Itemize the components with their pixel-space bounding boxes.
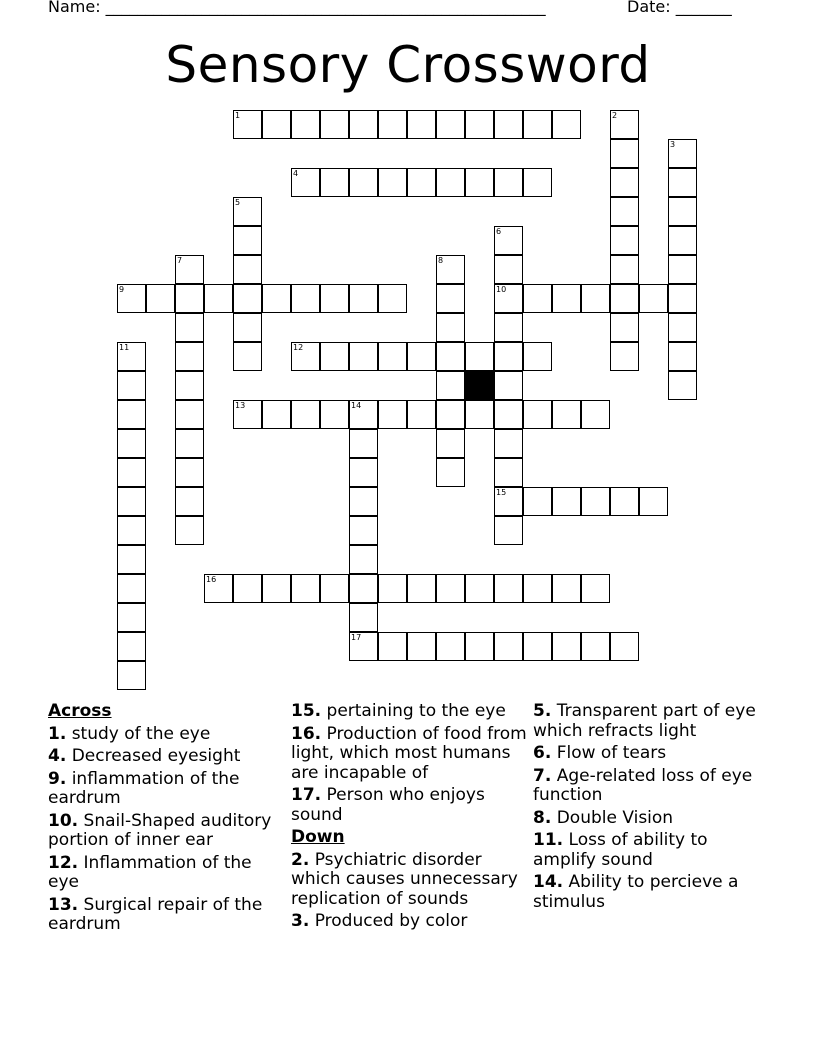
across-clue-list: [48, 725, 280, 935]
clue-number: 7.: [533, 765, 552, 786]
grid-cell[interactable]: [436, 429, 465, 458]
clue-number-label: 6: [496, 227, 502, 236]
grid-cell[interactable]: [349, 603, 378, 632]
grid-cell[interactable]: [436, 313, 465, 342]
grid-cell[interactable]: [233, 255, 262, 284]
grid-cell[interactable]: [320, 400, 349, 429]
clue-text: Age-related loss of eye function: [533, 765, 753, 805]
grid-cell[interactable]: [610, 313, 639, 342]
grid-cell[interactable]: [581, 284, 610, 313]
grid-cell[interactable]: [407, 342, 436, 371]
grid-cell[interactable]: [465, 400, 494, 429]
grid-cell[interactable]: [117, 400, 146, 429]
clue-text: pertaining to the eye: [321, 701, 506, 721]
grid-cell[interactable]: [494, 516, 523, 545]
clue-item: [48, 747, 280, 767]
grid-cell[interactable]: [407, 574, 436, 603]
clue-item: [291, 851, 527, 910]
clue-text: study of the eye: [66, 723, 211, 744]
grid-cell[interactable]: [291, 342, 320, 371]
clue-number: 15.: [291, 701, 322, 721]
grid-cell[interactable]: [494, 255, 523, 284]
grid-cell[interactable]: [668, 168, 697, 197]
clue-number-label: 17: [351, 633, 362, 642]
grid-cell[interactable]: [233, 110, 262, 139]
grid-cell[interactable]: [233, 226, 262, 255]
grid-cell[interactable]: [436, 458, 465, 487]
grid-cell[interactable]: [436, 342, 465, 371]
grid-cell[interactable]: [523, 487, 552, 516]
grid-cell[interactable]: [262, 400, 291, 429]
grid-cell[interactable]: [407, 110, 436, 139]
clue-item: [48, 896, 280, 935]
clue-number: 5.: [533, 701, 552, 721]
grid-cell[interactable]: [494, 284, 523, 313]
clue-item: [291, 912, 527, 932]
grid-cell[interactable]: [552, 284, 581, 313]
clue-text: Psychiatric disorder which causes unnecessary replication of sounds: [291, 849, 518, 909]
grid-cell[interactable]: [407, 632, 436, 661]
clue-number-label: 11: [119, 343, 130, 352]
grid-cell[interactable]: [523, 632, 552, 661]
grid-cell[interactable]: [349, 632, 378, 661]
grid-cell[interactable]: [494, 458, 523, 487]
clue-number: 10.: [48, 810, 79, 831]
down-clue-list-continued: [533, 702, 773, 912]
grid-cell[interactable]: [494, 371, 523, 400]
grid-cell[interactable]: [378, 574, 407, 603]
grid-cell[interactable]: [610, 632, 639, 661]
clue-item: [48, 770, 280, 809]
clue-number-label: 12: [293, 343, 304, 352]
grid-cell[interactable]: [117, 342, 146, 371]
clue-item: [291, 725, 527, 784]
clue-text: inflammation of the eardrum: [48, 768, 240, 808]
clue-column-2: [291, 702, 527, 935]
grid-cell[interactable]: [610, 487, 639, 516]
clue-number: 6.: [533, 743, 552, 763]
grid-cell[interactable]: [117, 632, 146, 661]
grid-cell[interactable]: [233, 400, 262, 429]
grid-cell[interactable]: [465, 110, 494, 139]
grid-cell[interactable]: [552, 632, 581, 661]
clue-number-label: 16: [206, 575, 217, 584]
clue-number: 9.: [48, 768, 67, 789]
grid-cell[interactable]: [523, 168, 552, 197]
clue-item: [291, 702, 527, 722]
grid-cell[interactable]: [436, 371, 465, 400]
grid-cell[interactable]: [175, 458, 204, 487]
across-heading: Across: [48, 701, 112, 721]
grid-cell[interactable]: [204, 574, 233, 603]
grid-cell[interactable]: [552, 400, 581, 429]
clue-number-label: 13: [235, 401, 246, 410]
clue-number: 17.: [291, 785, 322, 805]
clue-number: 1.: [48, 723, 67, 744]
grid-cell[interactable]: [349, 284, 378, 313]
grid-cell[interactable]: [436, 168, 465, 197]
grid-cell[interactable]: [117, 516, 146, 545]
clue-text: Flow of tears: [551, 743, 667, 763]
grid-cell[interactable]: [523, 574, 552, 603]
grid-cell[interactable]: [378, 632, 407, 661]
grid-cell[interactable]: [494, 226, 523, 255]
clue-number: 13.: [48, 894, 79, 915]
clue-text: Transparent part of eye which refracts light: [533, 701, 756, 741]
grid-cell[interactable]: [668, 371, 697, 400]
grid-cell[interactable]: [117, 429, 146, 458]
down-heading: Down: [291, 827, 345, 847]
grid-cell[interactable]: [552, 574, 581, 603]
clue-number-label: 15: [496, 488, 507, 497]
clue-number: 3.: [291, 911, 310, 931]
grid-cell[interactable]: [117, 487, 146, 516]
grid-cell[interactable]: [436, 284, 465, 313]
page-title: Sensory Crossword: [165, 36, 651, 94]
clue-column-3: [533, 702, 773, 915]
grid-cell[interactable]: [436, 400, 465, 429]
date-field-label: Date: _______: [627, 0, 732, 16]
grid-cell[interactable]: [175, 487, 204, 516]
grid-cell[interactable]: [320, 284, 349, 313]
grid-cell[interactable]: [494, 574, 523, 603]
grid-cell[interactable]: [668, 284, 697, 313]
grid-cell[interactable]: [668, 226, 697, 255]
grid-cell[interactable]: [204, 284, 233, 313]
grid-cell[interactable]: [175, 400, 204, 429]
grid-cell[interactable]: [494, 632, 523, 661]
grid-cell[interactable]: [523, 342, 552, 371]
grid-cell[interactable]: [349, 400, 378, 429]
grid-cell[interactable]: [175, 371, 204, 400]
grid-cell[interactable]: [668, 197, 697, 226]
clue-number-label: 3: [670, 140, 676, 149]
grid-cell[interactable]: [175, 284, 204, 313]
clue-item: [291, 786, 527, 825]
grid-cell[interactable]: [291, 168, 320, 197]
clue-item: [48, 812, 280, 851]
grid-cell[interactable]: [610, 284, 639, 313]
grid-cell[interactable]: [349, 545, 378, 574]
grid-cell[interactable]: [378, 110, 407, 139]
grid-cell[interactable]: [233, 342, 262, 371]
grid-cell[interactable]: [291, 284, 320, 313]
grid-cell[interactable]: [378, 168, 407, 197]
clue-number-label: 2: [612, 111, 618, 120]
clue-number-label: 8: [438, 256, 444, 265]
grid-cell[interactable]: [349, 574, 378, 603]
grid-cell[interactable]: [378, 400, 407, 429]
grid-cell[interactable]: [117, 603, 146, 632]
grid-cell[interactable]: [233, 313, 262, 342]
grid-cell[interactable]: [436, 255, 465, 284]
grid-cell[interactable]: [610, 226, 639, 255]
grid-cell[interactable]: [494, 487, 523, 516]
grid-cell[interactable]: [175, 429, 204, 458]
clue-number: 8.: [533, 807, 552, 828]
grid-cell[interactable]: [494, 429, 523, 458]
grid-cell[interactable]: [320, 342, 349, 371]
clue-column-1: [48, 702, 280, 938]
clue-text: Snail-Shaped auditory portion of inner ear: [48, 810, 272, 850]
grid-cell[interactable]: [117, 574, 146, 603]
clue-number: 11.: [533, 830, 564, 850]
grid-cell[interactable]: [117, 661, 146, 690]
clue-number: 14.: [533, 872, 564, 892]
clue-number: 16.: [291, 723, 322, 744]
clue-text: Production of food from light, which most humans are incapable of: [291, 723, 527, 783]
grid-cell[interactable]: [610, 255, 639, 284]
clue-text: Decreased eyesight: [66, 746, 241, 766]
clue-number-label: 9: [119, 285, 125, 294]
grid-cell[interactable]: [668, 342, 697, 371]
grid-cell[interactable]: [349, 429, 378, 458]
grid-cell[interactable]: [291, 110, 320, 139]
clue-item: [533, 767, 773, 806]
grid-cell[interactable]: [668, 139, 697, 168]
grid-cell[interactable]: [494, 400, 523, 429]
grid-cell[interactable]: [552, 487, 581, 516]
clue-item: [48, 854, 280, 893]
grid-cell[interactable]: [349, 168, 378, 197]
grid-cell[interactable]: [117, 545, 146, 574]
clue-item: [533, 744, 773, 764]
grid-cell[interactable]: [117, 458, 146, 487]
grid-cell[interactable]: [668, 313, 697, 342]
grid-cell[interactable]: [146, 284, 175, 313]
grid-cell[interactable]: [639, 284, 668, 313]
grid-cell[interactable]: [465, 342, 494, 371]
grid-cell[interactable]: [349, 110, 378, 139]
grid-cell[interactable]: [523, 110, 552, 139]
grid-cell[interactable]: [349, 516, 378, 545]
grid-cell[interactable]: [262, 110, 291, 139]
grid-cell[interactable]: [581, 487, 610, 516]
grid-cell[interactable]: [320, 574, 349, 603]
grid-cell[interactable]: [494, 342, 523, 371]
grid-cell[interactable]: [175, 313, 204, 342]
grid-cell[interactable]: [465, 632, 494, 661]
grid-cell[interactable]: [523, 284, 552, 313]
grid-cell[interactable]: [581, 574, 610, 603]
clue-item: [48, 725, 280, 745]
grid-cell[interactable]: [291, 574, 320, 603]
grid-cell[interactable]: [494, 313, 523, 342]
clue-text: Double Vision: [551, 807, 674, 828]
grid-cell[interactable]: [610, 110, 639, 139]
grid-cell[interactable]: [175, 255, 204, 284]
clue-number: 4.: [48, 746, 67, 766]
grid-cell[interactable]: [668, 255, 697, 284]
grid-cell[interactable]: [610, 168, 639, 197]
grid-cell[interactable]: [610, 139, 639, 168]
grid-cell[interactable]: [349, 487, 378, 516]
grid-cell[interactable]: [436, 632, 465, 661]
clue-item: [533, 831, 773, 870]
black-square: [465, 371, 494, 400]
grid-cell[interactable]: [378, 342, 407, 371]
grid-cell[interactable]: [552, 110, 581, 139]
grid-cell[interactable]: [349, 458, 378, 487]
grid-cell[interactable]: [465, 574, 494, 603]
grid-cell[interactable]: [320, 110, 349, 139]
clue-text: Produced by color: [309, 911, 468, 931]
grid-cell[interactable]: [610, 197, 639, 226]
across-clue-list-continued: [291, 702, 527, 825]
clue-item: [533, 873, 773, 912]
grid-cell[interactable]: [407, 168, 436, 197]
clue-text: Loss of ability to amplify sound: [533, 830, 708, 870]
clue-number-label: 10: [496, 285, 507, 294]
grid-cell[interactable]: [523, 400, 552, 429]
clue-text: Ability to percieve a stimulus: [533, 872, 739, 912]
clue-text: Person who enjoys sound: [291, 785, 485, 825]
grid-cell[interactable]: [291, 400, 320, 429]
grid-cell[interactable]: [494, 168, 523, 197]
clue-item: [533, 809, 773, 829]
clue-number-label: 14: [351, 401, 362, 410]
grid-cell[interactable]: [494, 110, 523, 139]
grid-cell[interactable]: [117, 284, 146, 313]
grid-cell[interactable]: [233, 574, 262, 603]
clue-number-label: 5: [235, 198, 241, 207]
grid-cell[interactable]: [436, 110, 465, 139]
grid-cell[interactable]: [581, 632, 610, 661]
grid-cell[interactable]: [349, 342, 378, 371]
down-clue-list: [291, 851, 527, 932]
clue-number: 12.: [48, 852, 79, 873]
grid-cell[interactable]: [378, 284, 407, 313]
grid-cell[interactable]: [233, 197, 262, 226]
grid-cell[interactable]: [639, 487, 668, 516]
grid-cell[interactable]: [436, 574, 465, 603]
grid-cell[interactable]: [175, 342, 204, 371]
clue-number-label: 1: [235, 111, 241, 120]
clue-number: 2.: [291, 849, 310, 870]
clue-text: Inflammation of the eye: [48, 852, 252, 892]
grid-cell[interactable]: [175, 516, 204, 545]
name-field-label: Name: _______________________________________________________: [48, 0, 546, 16]
grid-cell[interactable]: [407, 400, 436, 429]
clue-number-label: 4: [293, 169, 299, 178]
grid-cell[interactable]: [581, 400, 610, 429]
grid-cell[interactable]: [465, 168, 494, 197]
grid-cell[interactable]: [610, 342, 639, 371]
clue-number-label: 7: [177, 256, 183, 265]
grid-cell[interactable]: [262, 574, 291, 603]
grid-cell[interactable]: [262, 284, 291, 313]
grid-cell[interactable]: [320, 168, 349, 197]
clue-text: Surgical repair of the eardrum: [48, 894, 263, 934]
grid-cell[interactable]: [117, 371, 146, 400]
grid-cell[interactable]: [233, 284, 262, 313]
clue-item: [533, 702, 773, 741]
